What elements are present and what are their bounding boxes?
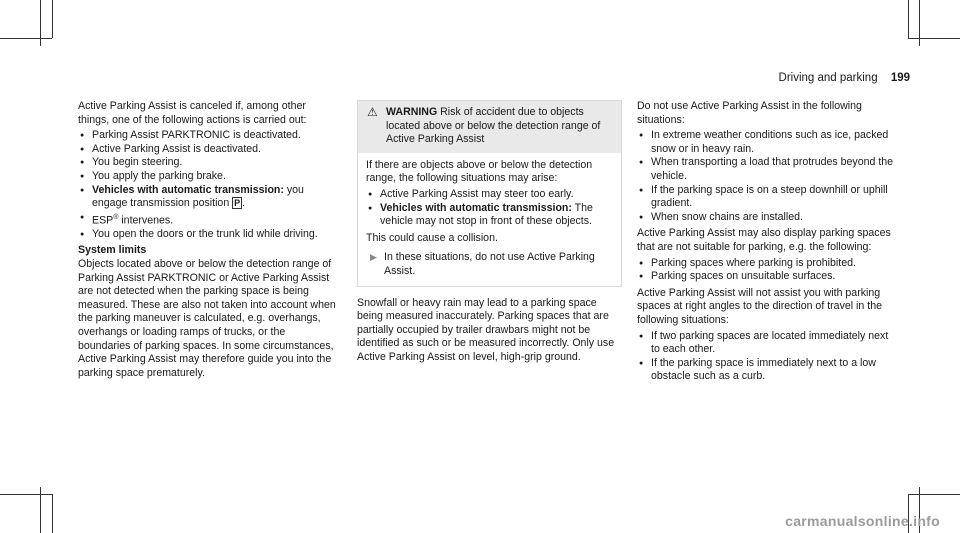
situations-list	[637, 129, 899, 224]
warning-label: WARNING	[386, 106, 438, 118]
bold-label: Vehicles with automatic transmission:	[92, 183, 284, 196]
list-item: ● When transporting a load that protrudes beyond the vehicle.	[637, 156, 899, 183]
crop-mark	[0, 38, 52, 39]
warning-intro: If there are objects above or below the detection range, the following situations may arise:	[366, 158, 593, 185]
cancel-intro: Active Parking Assist is canceled if, among other things, one of the following actions is carried out:	[78, 100, 307, 126]
warning-title: Risk of accident due to objects located above or below the detection range of Active Parking Assist	[386, 106, 601, 146]
warning-action-text: In these situations, do not use Active Parking Assist.	[384, 251, 595, 277]
list-item: ● When snow chains are installed.	[637, 211, 899, 225]
list-item: ● If the parking space is immediately next to a low obstacle such as a curb.	[637, 357, 899, 384]
page-number: 199	[890, 72, 910, 84]
list-text: intervenes.	[118, 214, 174, 227]
crop-mark	[0, 494, 52, 495]
list-item: ● Active Parking Assist may steer too early.	[366, 188, 613, 202]
list-item: ● Parking spaces where parking is prohibited.	[637, 257, 899, 271]
list-item: ● You apply the parking brake.	[78, 170, 340, 184]
warning-triangle-icon: ⚠	[367, 105, 378, 119]
column-middle	[357, 100, 622, 365]
warning-action	[366, 251, 613, 278]
list-item: ● Active Parking Assist is deactivated.	[78, 143, 340, 157]
page-header	[779, 72, 910, 84]
unsuitable-list	[637, 257, 899, 284]
list-item	[78, 211, 340, 228]
registered-mark: ®	[113, 213, 119, 221]
warning-list	[366, 188, 613, 229]
right-angle-intro: Active Parking Assist will not assist you with parking spaces at right angles to the direction of travel in the following situations:	[637, 286, 882, 326]
arrow-right-icon: ▶	[370, 252, 377, 263]
crop-mark	[52, 494, 53, 533]
crop-mark	[919, 0, 920, 46]
list-text: ESP	[92, 214, 114, 227]
bold-label: Vehicles with automatic transmission:	[380, 201, 572, 214]
warning-body	[358, 153, 621, 286]
crop-mark	[908, 0, 909, 38]
system-limits-text: Objects located above or below the detection range of Parking Assist PARKTRONIC or Active Parking Assist are not detected when the parking space is being measured. These are also not taken into account when the parking maneuver is calculated, e.g. overhangs, overhangs or loading ramps of trucks, or the boundaries of parking spaces. In some circumstances, Active Parking Assist may therefore guide you into the parking space prematurely.	[78, 258, 336, 379]
gear-p-symbol: P	[234, 198, 241, 209]
right-angle-list	[637, 330, 899, 384]
list-item	[366, 202, 613, 229]
list-item: ● Vehicles with automatic transmission: you engage transmission position P .	[78, 184, 340, 211]
list-text: The vehicle may not stop in front of these objects.	[380, 201, 593, 228]
system-limits-heading: System limits	[78, 244, 147, 257]
column-left	[78, 100, 340, 380]
warning-header	[358, 101, 621, 153]
list-item: ● If the parking space is on a steep downhill or uphill gradient.	[637, 184, 899, 211]
crop-mark	[40, 0, 41, 46]
list-item: ● Parking spaces on unsuitable surfaces.	[637, 270, 899, 284]
list-text: you engage transmission position	[92, 183, 304, 210]
snow-text: Snowfall or heavy rain may lead to a parking space being measured inaccurately. Parking spaces that are partially occupied by trailer drawbars might not be identified as such or be measured incorrectly. Only use Active Parking Assist on level, high-grip ground.	[357, 296, 615, 363]
crop-mark	[908, 494, 960, 495]
warning-collision: This could cause a collision.	[366, 231, 498, 244]
list-item: ● You begin steering.	[78, 156, 340, 170]
warning-box	[357, 100, 622, 287]
unsuitable-intro: Active Parking Assist may also display parking spaces that are not suitable for parking, e.g. the following:	[637, 227, 891, 253]
crop-mark	[52, 0, 53, 38]
situations-intro: Do not use Active Parking Assist in the following situations:	[637, 100, 862, 126]
watermark: carmanualsonline.info	[785, 513, 940, 529]
column-right	[637, 100, 899, 387]
cancel-list	[78, 129, 340, 241]
list-item: ● Parking Assist PARKTRONIC is deactivated.	[78, 129, 340, 143]
list-item: ● If two parking spaces are located immediately next to each other.	[637, 330, 899, 357]
crop-mark	[908, 38, 960, 39]
list-item: ● You open the doors or the trunk lid while driving.	[78, 228, 340, 242]
section-title: Driving and parking	[778, 72, 878, 84]
list-item: ● In extreme weather conditions such as ice, packed snow or in heavy rain.	[637, 129, 899, 156]
